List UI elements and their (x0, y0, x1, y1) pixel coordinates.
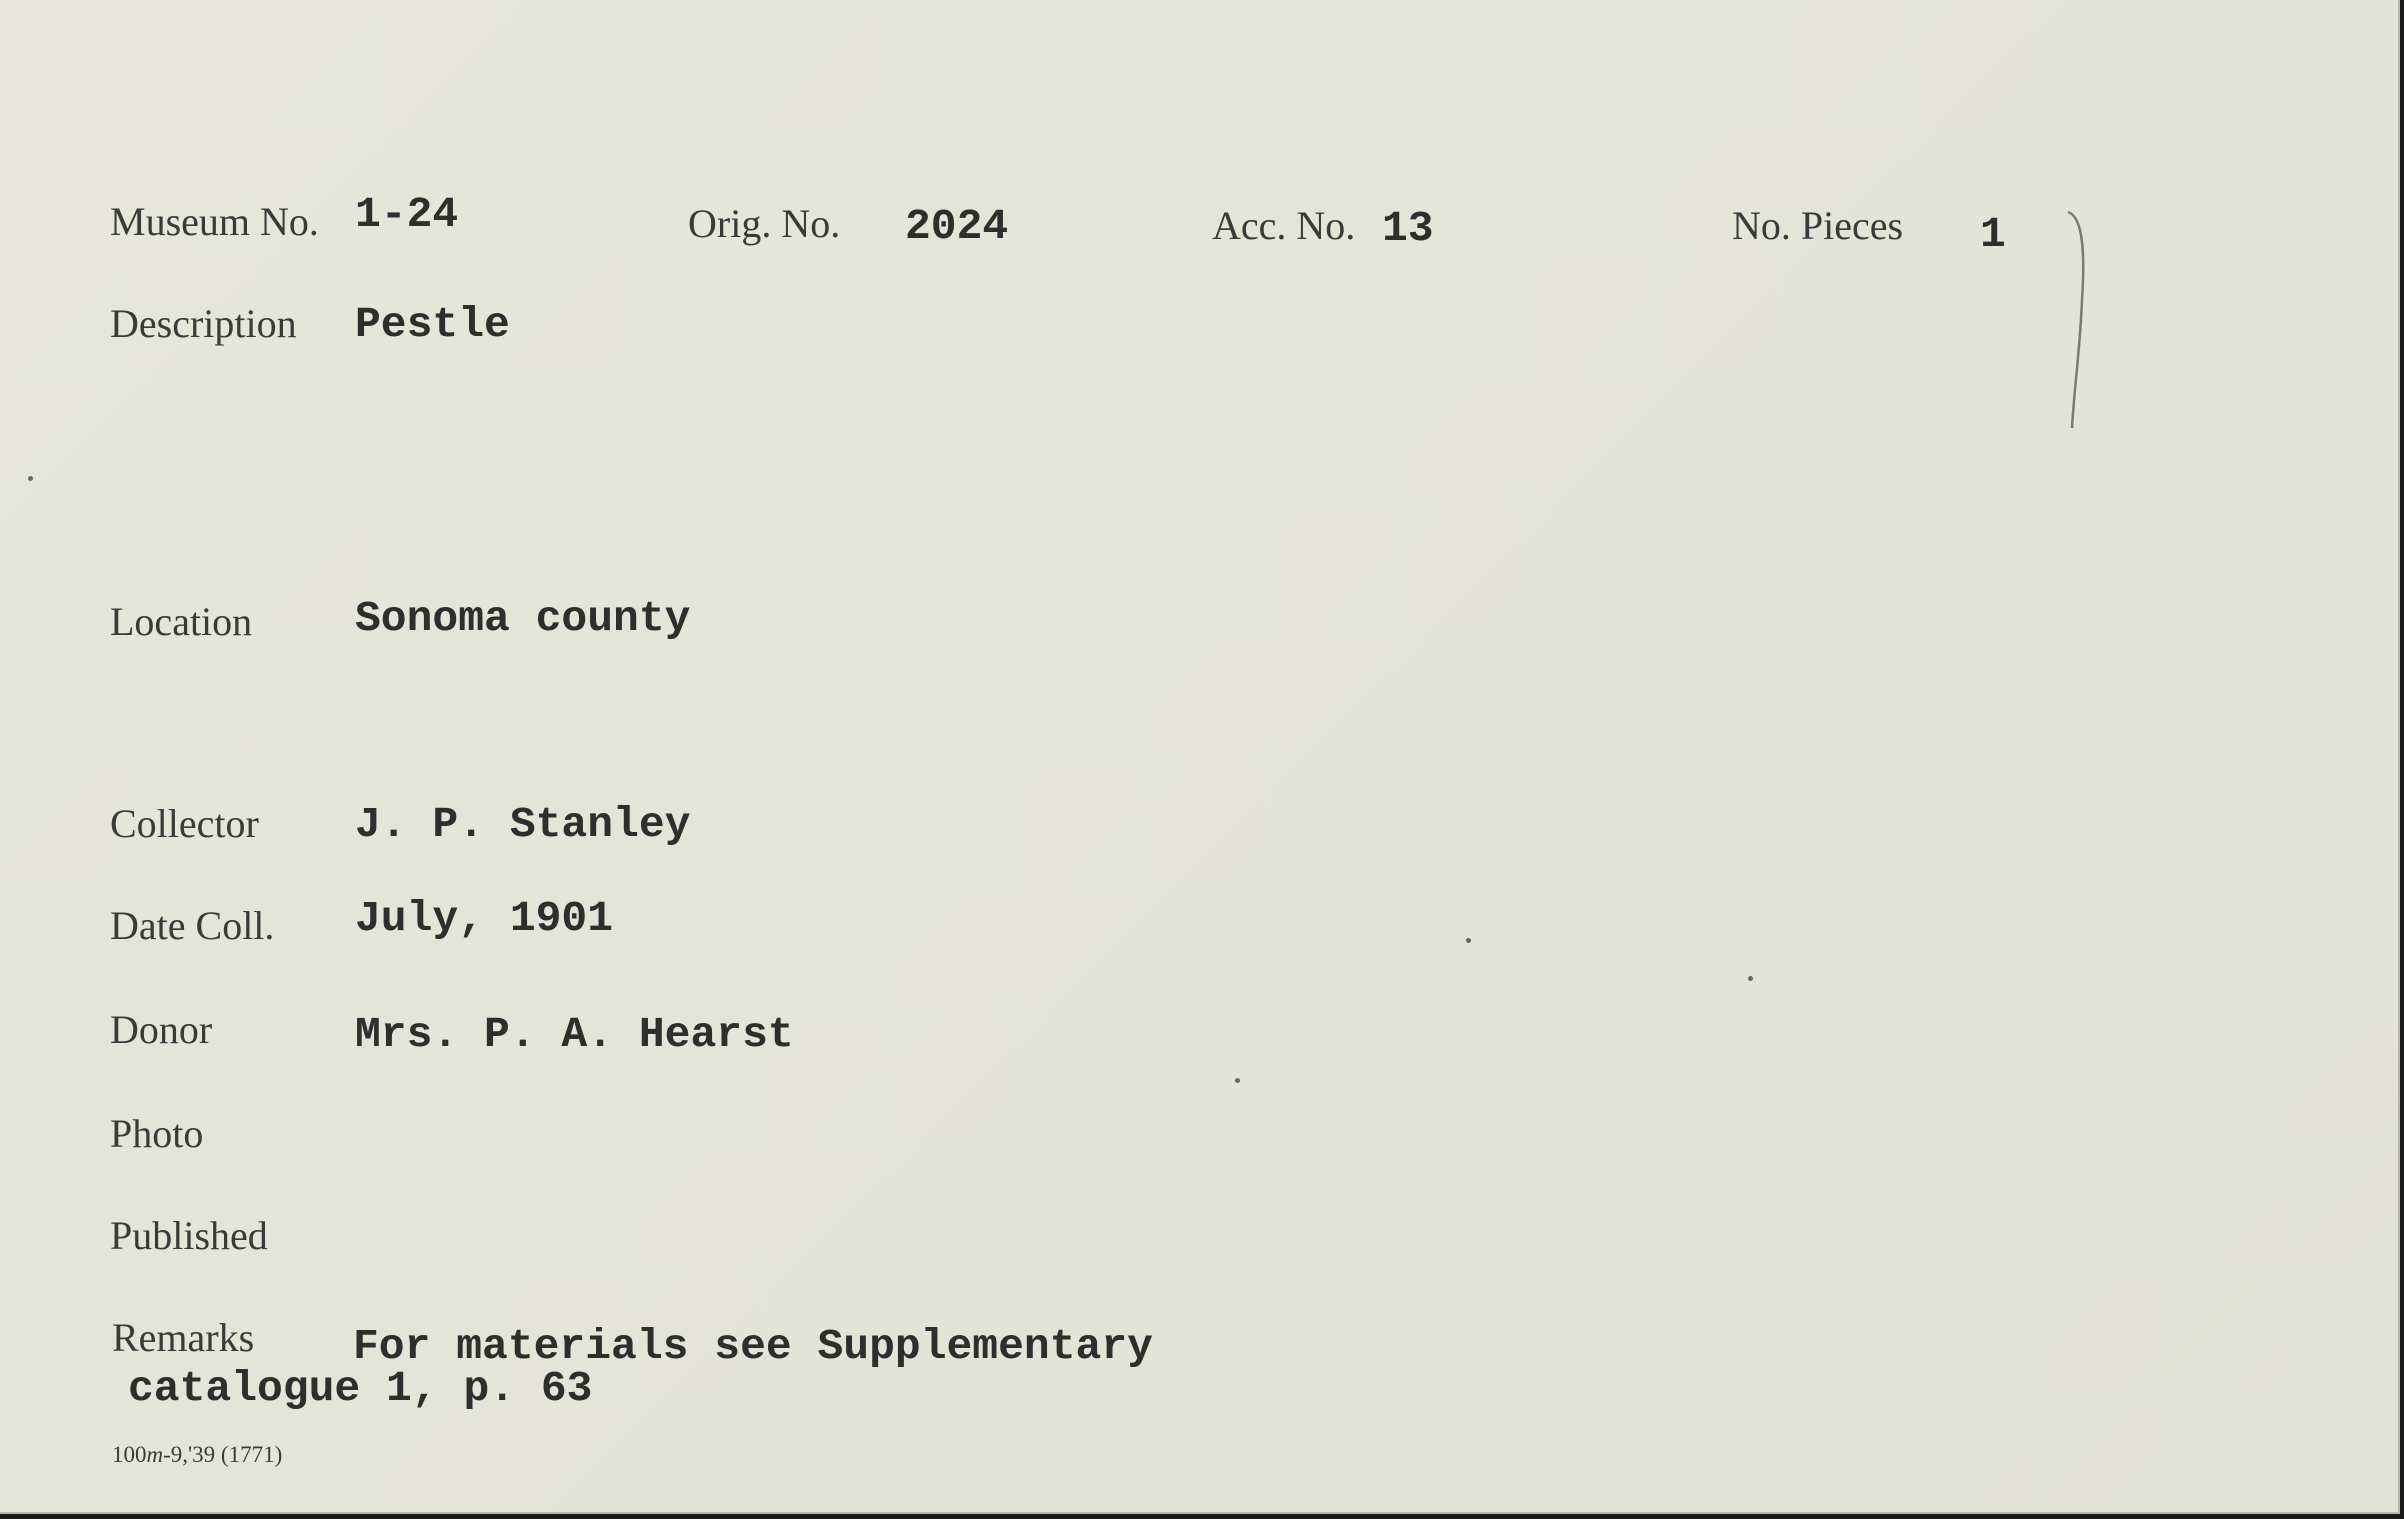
paper-speck (28, 476, 33, 481)
location-label: Location (110, 599, 253, 644)
donor-label: Donor (110, 1007, 213, 1052)
published-label: Published (110, 1213, 268, 1258)
print-code-suffix: -9,'39 (1771) (163, 1442, 283, 1467)
location-value: Sonoma county (355, 594, 691, 643)
donor-value: Mrs. P. A. Hearst (355, 1010, 794, 1059)
pencil-bracket-mark (2060, 210, 2100, 430)
photo-label: Photo (110, 1111, 204, 1156)
description-value: Pestle (355, 300, 510, 349)
collector-label: Collector (110, 801, 259, 846)
acc-no-label: Acc. No. (1212, 203, 1356, 248)
date-coll-label: Date Coll. (110, 903, 275, 948)
orig-no-label: Orig. No. (688, 201, 841, 246)
collector-value: J. P. Stanley (355, 800, 691, 849)
date-coll-value: July, 1901 (355, 894, 614, 943)
museum-no-value: 1-24 (355, 190, 459, 239)
acc-no-value: 13 (1382, 204, 1434, 253)
orig-no-value: 2024 (905, 202, 1009, 251)
print-code-italic: m (146, 1442, 164, 1467)
paper-speck (1748, 976, 1753, 981)
description-label: Description (110, 301, 297, 346)
paper-speck (1466, 938, 1471, 943)
print-code-prefix: 100 (112, 1442, 147, 1467)
remarks-line-1: For materials see Supplementary (353, 1322, 1153, 1371)
museum-no-label: Museum No. (110, 199, 319, 244)
no-pieces-value: 1 (1980, 210, 2006, 259)
no-pieces-label: No. Pieces (1732, 203, 1904, 248)
paper-speck (1235, 1078, 1240, 1083)
remarks-label: Remarks (112, 1315, 255, 1360)
print-code (112, 1442, 282, 1468)
remarks-line-2: catalogue 1, p. 63 (128, 1364, 593, 1413)
